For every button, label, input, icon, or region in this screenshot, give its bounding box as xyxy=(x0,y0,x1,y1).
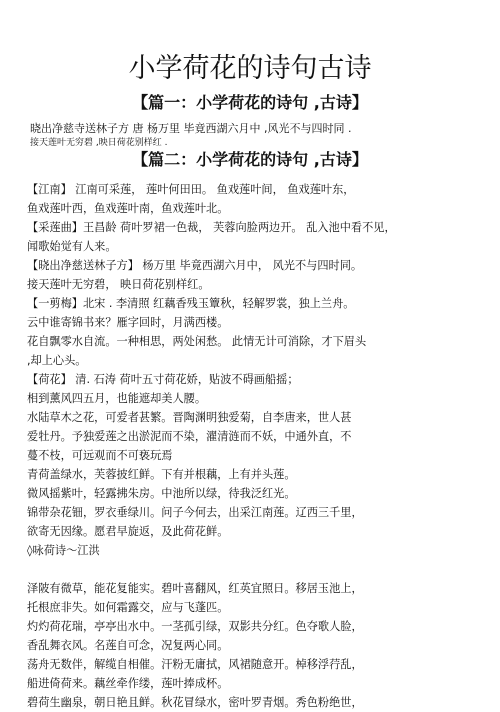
page-title: 小学荷花的诗句古诗 xyxy=(128,53,372,84)
poem-line: 【江南】 江南可采莲， 莲叶何田田。 鱼戏莲叶间， 鱼戏莲叶东， xyxy=(27,183,355,196)
poem-line: 爱牡丹。予独爱莲之出淤泥而不染，濯清涟而不妖，中通外直，不 xyxy=(27,430,352,443)
poem-body xyxy=(27,180,497,712)
poem-line: 锦带杂花钿，罗衣垂绿川。问子今何去，出采江南莲。辽西三千里， xyxy=(27,506,363,519)
poem-line: 相到薰风四五月，也能遮却美人腰。 xyxy=(27,392,207,405)
poem-line: 香乱舞衣风。名莲自可念，况复两心同。 xyxy=(27,639,229,652)
poem-line: 花自飘零水自流。一种相思，两处闲愁。 此情无计可消除，才下眉头 xyxy=(27,335,367,348)
poem-line: ◊咏荷诗～江洪 xyxy=(27,544,100,557)
poem-line: 【晓出净慈送林子方】 杨万里 毕竟西湖六月中， 风光不与四时同。 xyxy=(27,259,363,272)
poem-line: 接天莲叶无穷碧， 映日荷花别样红。 xyxy=(27,278,210,291)
poem-line: 鱼戏莲叶西，鱼戏莲叶南，鱼戏莲叶北。 xyxy=(27,202,229,215)
poem-line: 【一剪梅】北宋 . 李清照 红藕香残玉簟秋，轻解罗裳，独上兰舟。 xyxy=(27,297,355,310)
intro-line-2: 接天莲叶无穷碧 ,映日荷花别样红 . xyxy=(30,138,168,148)
section-heading-1: 【篇一：小学荷花的诗句 ,古诗】 xyxy=(132,93,368,112)
poem-line: ,却上心头。 xyxy=(27,354,87,367)
poem-line: 船进倚荷来。藕丝牵作缕，莲叶捧成杯。 xyxy=(27,677,229,690)
poem-line: 碧荷生幽泉，朝日艳且鲜。秋花冒绿水，密叶罗青烟。秀色粉绝世， xyxy=(27,696,363,709)
poem-line: 微风摇紫叶，轻露拂朱房。中池所以绿，待我泛红光。 xyxy=(27,487,296,500)
poem-line: 蔓不枝，可远观而不可亵玩焉 xyxy=(27,449,173,462)
poem-line: 【采莲曲】王昌龄 荷叶罗裙一色裁， 芙蓉向脸两边开。 乱入池中看不见， xyxy=(27,221,396,234)
poem-line: 灼灼荷花瑞，亭亭出水中。一茎孤引绿，双影共分红。色夺歌人脸， xyxy=(27,620,363,633)
section-heading-2: 【篇二：小学荷花的诗句 ,古诗】 xyxy=(132,150,368,169)
poem-line: 水陆草木之花，可爱者甚繁。晋陶渊明独爱菊，自李唐来，世人甚 xyxy=(27,411,352,424)
poem-line: 青荷盖绿水，芙蓉披红鲜。下有并根藕，上有并头莲。 xyxy=(27,468,296,481)
poem-line: 云中谁寄锦书来？雁字回时，月满西楼。 xyxy=(27,316,229,329)
poem-line: 欲寄无因缘。愿君早旋返，及此荷花鲜。 xyxy=(27,525,229,538)
poem-line: 托根庶非失。如何霜露交，应与飞蓬匹。 xyxy=(27,601,229,614)
poem-line: 【荷花】 清. 石涛 荷叶五寸荷花娇，贴波不碍画船摇； xyxy=(27,373,299,386)
poem-line: 闻歌始觉有人来。 xyxy=(27,240,117,253)
poem-line: 泽陂有微草，能花复能实。碧叶喜翻风，红英宜照日。移居玉池上， xyxy=(27,582,363,595)
intro-line-1: 晓出净慈寺送林子方 唐 杨万里 毕竟西湖六月中 ,风光不与四时同 . xyxy=(30,122,352,135)
blank-line xyxy=(27,560,497,579)
poem-line: 荡舟无数伴，解缆自相催。汗粉无庸拭，风裙随意开。棹移浮荇乱， xyxy=(27,658,363,671)
